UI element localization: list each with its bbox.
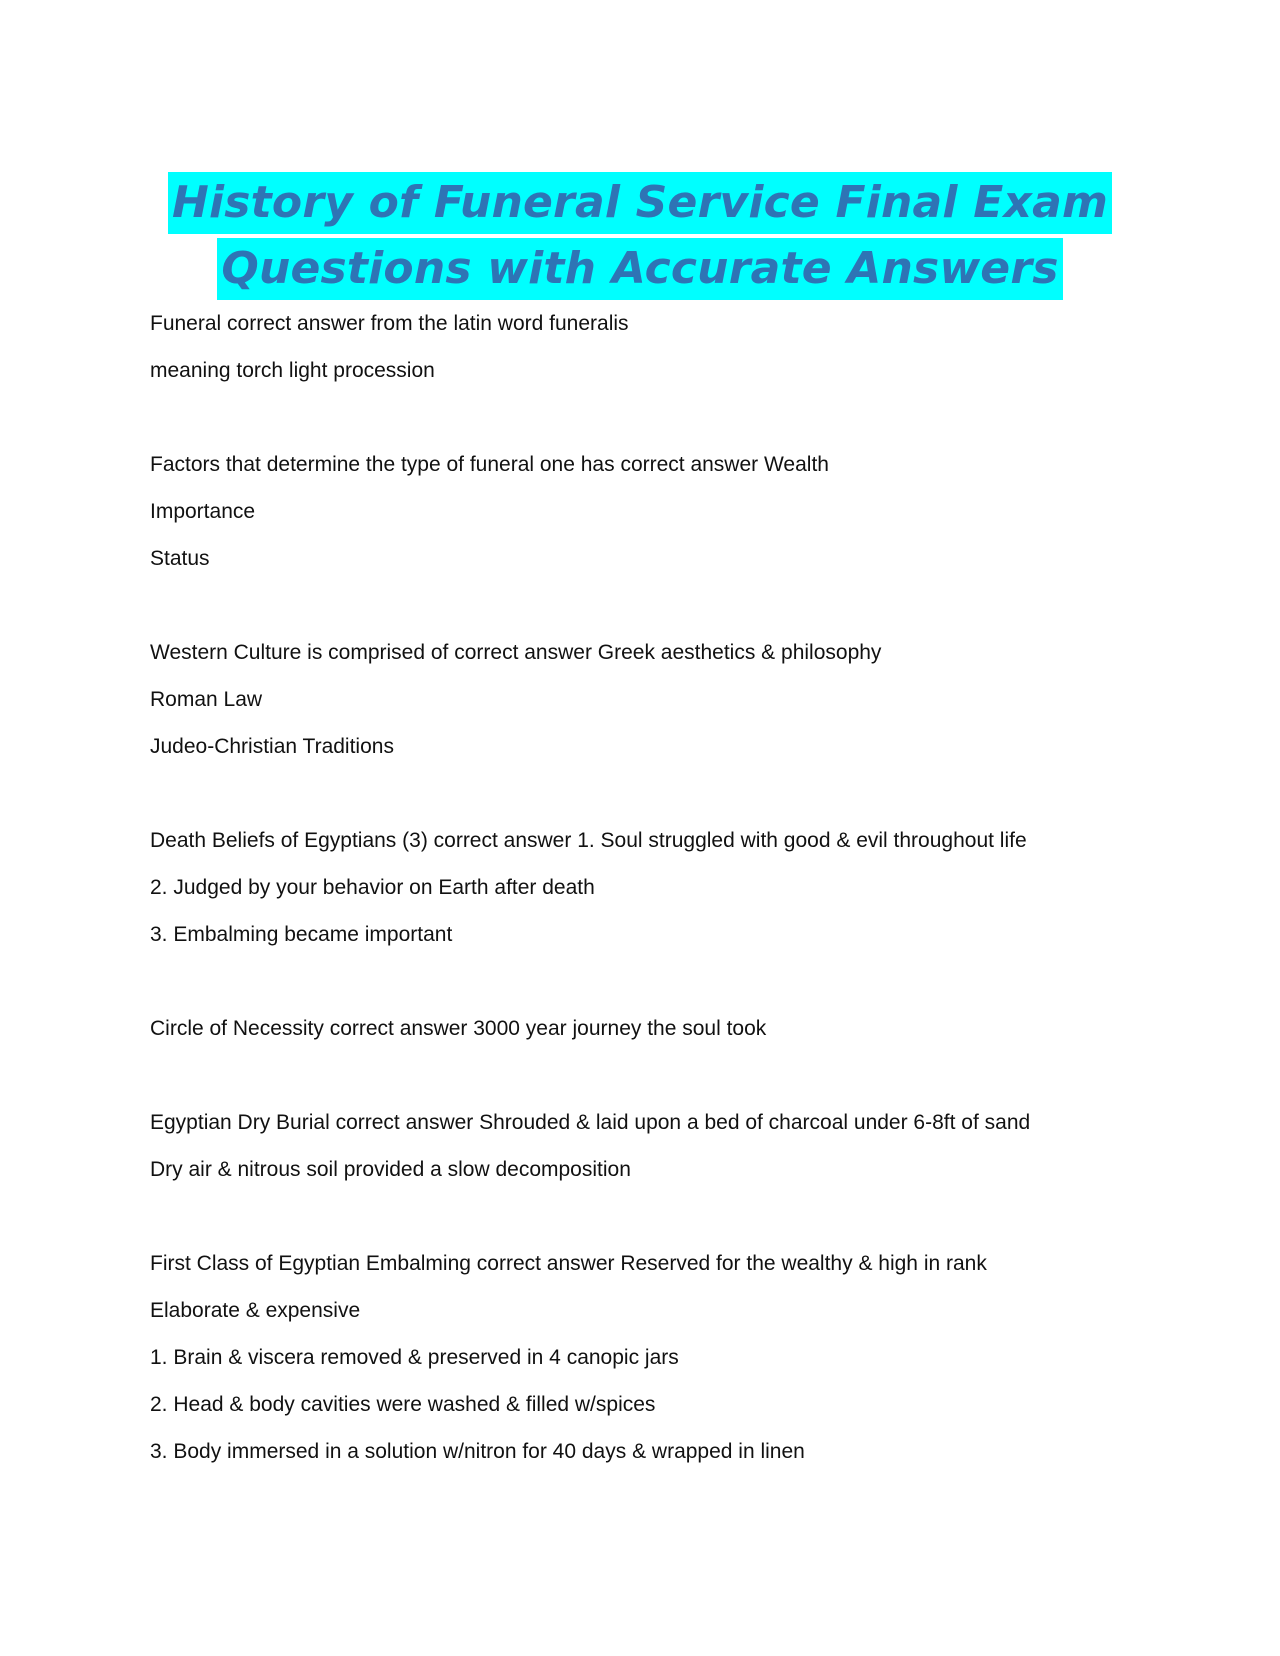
title-line-2 [150, 238, 1130, 304]
blank-line [150, 1052, 1150, 1099]
document-body [150, 300, 1150, 1475]
blank-line [150, 582, 1150, 629]
text-line: Death Beliefs of Egyptians (3) correct answer 1. Soul struggled with good & evil throughout life [150, 829, 1027, 852]
text-line: meaning torch light procession [150, 359, 435, 382]
document-title [150, 172, 1130, 304]
text-line: Dry air & nitrous soil provided a slow decomposition [150, 1158, 631, 1181]
text-line: Circle of Necessity correct answer 3000 year journey the soul took [150, 1017, 767, 1040]
blank-line [150, 770, 1150, 817]
text-line: Status [150, 547, 210, 570]
text-line: Elaborate & expensive [150, 1299, 361, 1322]
text-line: First Class of Egyptian Embalming correct answer Reserved for the wealthy & high in rank [150, 1252, 987, 1275]
title-line-1 [150, 172, 1130, 238]
text-line: 2. Head & body cavities were washed & filled w/spices [150, 1393, 656, 1416]
blank-line [150, 958, 1150, 1005]
text-line: Roman Law [150, 688, 263, 711]
title-text-1: History of Funeral Service Final Exam [168, 172, 1112, 234]
text-line: Importance [150, 500, 256, 523]
text-line: 2. Judged by your behavior on Earth after death [150, 876, 595, 899]
text-line: Western Culture is comprised of correct answer Greek aesthetics & philosophy [150, 641, 882, 664]
text-line: 3. Embalming became important [150, 923, 453, 946]
text-line: 1. Brain & viscera removed & preserved in 4 canopic jars [150, 1346, 679, 1369]
title-text-2: Questions with Accurate Answers [217, 238, 1062, 300]
text-line: Funeral correct answer from the latin word funeralis [150, 312, 629, 335]
text-line: Egyptian Dry Burial correct answer Shrouded & laid upon a bed of charcoal under 6-8ft of sand [150, 1111, 1031, 1134]
blank-line [150, 394, 1150, 441]
text-line: Judeo-Christian Traditions [150, 735, 394, 758]
text-line: 3. Body immersed in a solution w/nitron for 40 days & wrapped in linen [150, 1440, 805, 1463]
blank-line [150, 1193, 1150, 1240]
text-line: Factors that determine the type of funeral one has correct answer Wealth [150, 453, 829, 476]
